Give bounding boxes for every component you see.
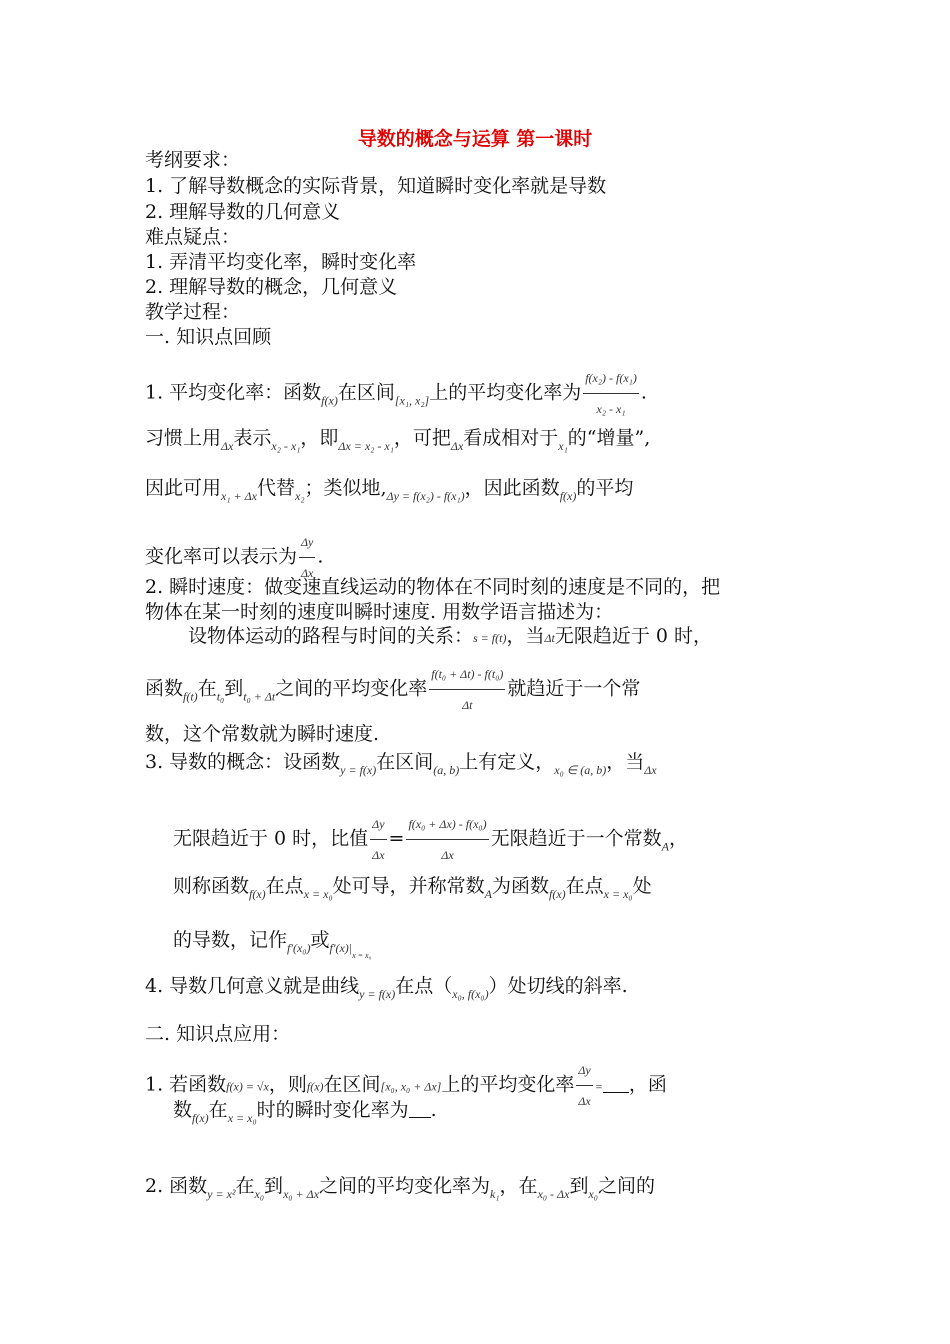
p1-fraction: $\frac{\text{f(x₂) - f(x₁)}}{\text{x₂ - x₁}}$ — [583, 366, 639, 421]
p1-line-2: 习惯上用$_{\Delta x}$表示$_{x_2 - x_1}$，即$_{\Delta x = x_2 - x_1}$，可把$_{\Delta x}$看成相对于$_{x_1}$的“增量”, — [145, 427, 651, 453]
nd-item-2: 2. 理解导数的概念，几何意义 — [145, 276, 398, 298]
p1-line-3: 因此可用$_{x_1 + \Delta x}$代替$_{x_2}$；类似地$,_{\Delta y = f(x_2) - f(x_1)}$，因此函数$_{f(x)}$的平均 — [145, 477, 634, 503]
p3-fraction-2: $\frac{\text{f(x₀ + Δx) - f(x₀)}}{\Delta x}$ — [406, 812, 488, 867]
p4-line-1: 4. 导数几何意义就是曲线$_{y = f(x)}$在点$(_{x_0, f(x_0)})$处切线的斜率. — [145, 975, 628, 1001]
p2-line-2: 物体在某一时刻的速度叫瞬时速度. 用数学语言描述为： — [145, 601, 614, 623]
q1-fraction: $\frac{\Delta y}{\Delta x}$ — [576, 1058, 592, 1113]
kg-heading: 考纲要求： — [145, 149, 241, 171]
p2-fraction: $\frac{\text{f(t₀ + Δt) - f(t₀)}}{\Delta t}$ — [429, 662, 505, 717]
answer-blank-2[interactable] — [409, 1099, 431, 1118]
p3-line-1: 3. 导数的概念：设函数$_{y = f(x)}$在区间$_{(a, b)}$上有定义，$_{x_0 \in (a, b)}$，当$_{\Delta x}$ — [145, 751, 657, 777]
page-title: 导数的概念与运算 第一课时 — [357, 128, 593, 150]
p1-line-4: 变化率可以表示为 $\frac{\Delta y}{\Delta x}$ . — [145, 530, 323, 585]
q1-line-2: 数$_{f(x)}$在$_{x = x_0}$时的瞬时变化率为 . — [173, 1099, 437, 1125]
p3-line-2: 无限趋近于 0 时，比值 $\frac{\Delta y}{\Delta x}$ = $\frac{\text{f(x₀ + Δx) - f(x₀)}}{\Delta x}$ 无限趋近于一个常数$_A$， — [173, 812, 688, 867]
p2-line-3: 设物体运动的路程与时间的关系：s = f(t)，当Δt无限趋近于 0 时， — [188, 625, 713, 647]
p1-line-1: 1. 平均变化率：函数$_{f(x)}$在区间$_{[x_1, x_2]}$上的平均变化率为 $\frac{\text{f(x₂) - f(x₁)}}{\text{x₂ - x₁}}$ . — [145, 366, 647, 421]
p2-line-4: 函数$_{f(t)}$在$_{t_0}$到$_{t_0 + \Delta t}$之间的平均变化率 $\frac{\text{f(t₀ + Δt) - f(t₀)}}{\Delta t}$ 就趋近于一个常 — [145, 662, 640, 717]
kg-item-1: 1. 了解导数概念的实际背景，知道瞬时变化率就是导数 — [145, 175, 607, 197]
nd-item-1: 1. 弄清平均变化率，瞬时变化率 — [145, 251, 417, 273]
section-2-heading: 二. 知识点应用： — [145, 1023, 291, 1045]
p2-line-5: 数，这个常数就为瞬时速度. — [145, 723, 380, 745]
section-1-heading: 一. 知识点回顾 — [145, 326, 272, 348]
q2-line-1: 2. 函数$_{y = x^2}$在$_{x_0}$到$_{x_0 + \Delta x}$之间的平均变化率为$_{k_1}$，在$_{x_0 - \Delta x}$到$_{x_0}$之间的 — [145, 1175, 655, 1201]
p3-line-3: 则称函数$_{f(x)}$在点$_{x = x_0}$处可导，并称常数$_A$为函数$_{f(x)}$在点$_{x = x_0}$处 — [173, 875, 652, 901]
jx-heading: 教学过程： — [145, 301, 241, 323]
answer-blank-1[interactable] — [603, 1074, 629, 1093]
q1-line-1: 1. 若函数f(x) = √x，则f(x)在区间[x₀, x₀ + Δx]上的平均变化率 $\frac{\Delta y}{\Delta x}$ = ，函 — [145, 1058, 667, 1113]
p1-fraction-2: $\frac{\Delta y}{\Delta x}$ — [299, 530, 315, 585]
p3-fraction-1: $\frac{\Delta y}{\Delta x}$ — [370, 812, 386, 867]
p3-line-4: 的导数，记作$_{f'(x_0)}$或$_{f'(x)|x = x_0}$ — [173, 929, 372, 960]
kg-item-2: 2. 理解导数的几何意义 — [145, 201, 341, 223]
p2-line-1: 2. 瞬时速度：做变速直线运动的物体在不同时刻的速度是不同的，把 — [145, 576, 721, 598]
nd-heading: 难点疑点： — [145, 226, 241, 248]
